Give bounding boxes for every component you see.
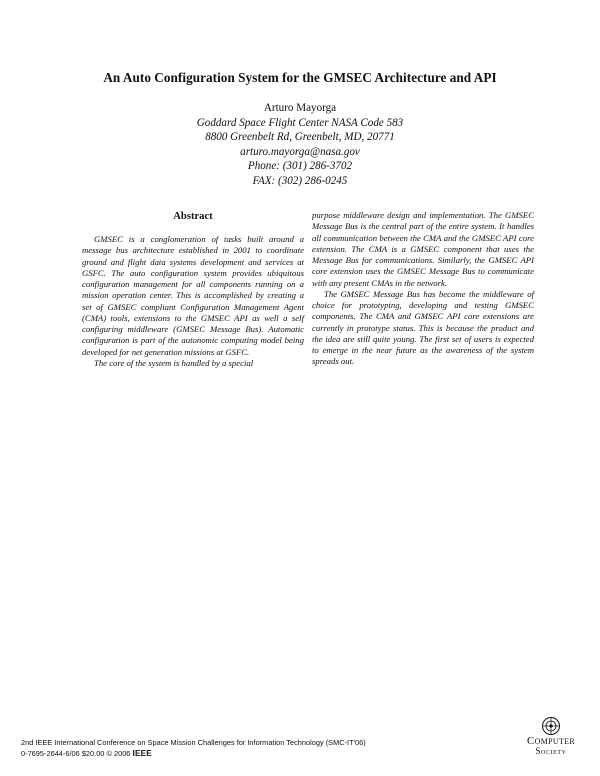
abstract-paragraph: GMSEC is a conglomeration of tasks built around a message bus architecture established in 2001 to coordinate ground and flight data systems development and services at GSFC. The auto configuration system provides ubiquitous configuration management for all components running on a mission operation center. This is accomplished by creating a set of GMSEC compliant Configuration Management Agent (CMA) tools, extensions to the GMSEC API as well a self configuring middleware (GMSEC Message Bus). Automatic configuration is part of the autonomic computing model being developed for net generation missions at GSFC. [82,234,304,357]
ieee-mark: IEEE [132,748,152,758]
logo-word-computer: Computer [527,735,575,747]
abstract-heading: Abstract [173,211,213,222]
author-name: Arturo Mayorga [263,102,337,114]
author-fax: FAX: (302) 286-0245 [252,174,348,187]
isbn-line [21,749,366,760]
ieee-computer-society-emblem-icon [541,716,561,736]
paper-title: An Auto Configuration System for the GMSEC Architecture and API [103,70,497,85]
author-block [0,101,600,189]
page-footer [21,738,366,759]
author-email: arturo.mayorga@nasa.gov [240,145,360,158]
abstract-paragraph: purpose middleware design and implementation. The GMSEC Message Bus is the central part of the entire system. It handles all communication between the CMA and the GMSEC API core extension. The CMA is a GMSEC component that uses the Message Bus for communications. Similarly, the GMSEC API core extension uses the GMSEC Message Bus to communicate with any present CMAs in the network. [312,210,534,288]
author-address: 8800 Greenbelt Rd, Greenbelt, MD, 20771 [205,131,395,144]
conference-line: 2nd IEEE International Conference on Space Mission Challenges for Information Technology (SMC-IT'06) [21,738,366,747]
author-phone: Phone: (301) 286-3702 [247,160,353,173]
author-affiliation: Goddard Space Flight Center NASA Code 583 [196,116,404,129]
computer-society-logo [518,716,584,764]
abstract-paragraph: The GMSEC Message Bus has become the middleware of choice for prototyping, developing and testing GMSEC components. The CMA and GMSEC API core extensions are currently in prototype status. This is because the product and the idea are still quite young. The first set of users is expected to emerge in the near future as the awareness of the system spreads out. [312,288,534,367]
left-column [82,210,304,369]
abstract-paragraph: The core of the system is handled by a special [94,357,254,368]
logo-word-society: Society [535,746,567,756]
right-column [312,210,534,368]
isbn-price: 0-7695-2644-6/06 $20.00 © 2006 [21,748,131,758]
